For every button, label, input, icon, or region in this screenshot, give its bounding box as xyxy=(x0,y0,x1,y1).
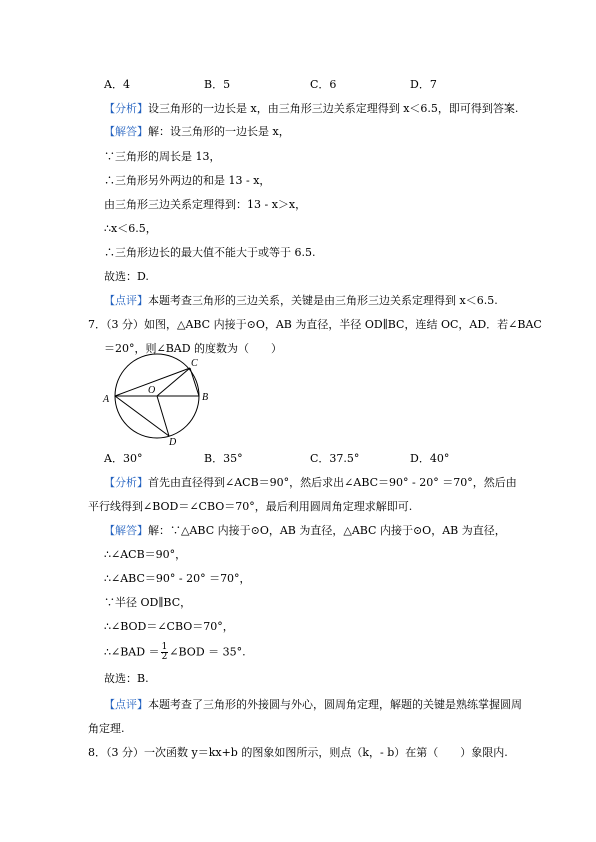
label-c: C xyxy=(191,358,198,369)
q7-review-line-1 xyxy=(104,698,522,712)
q7-stem-line-2: ＝20°，则∠BAD 的度数为（ ） xyxy=(104,342,283,355)
q6-analysis xyxy=(104,102,518,116)
q6-solution-line-1 xyxy=(104,125,290,139)
label-a: A xyxy=(103,394,110,405)
q6-solution-line-2: ∵三角形的周长是 13， xyxy=(104,150,221,163)
q7-review-line-2: 角定理. xyxy=(88,722,125,735)
review-text: 本题考查三角形的三边关系，关键是由三角形三边关系定理得到 x＜6.5. xyxy=(148,294,498,307)
q6-option-c: C．6 xyxy=(310,78,337,91)
q6-option-a: A．4 xyxy=(104,78,130,91)
q7-option-a: A．30° xyxy=(104,452,143,465)
q7-option-b: B．35° xyxy=(204,452,243,465)
analysis-text: 首先由直径得到∠ACB＝90°，然后求出∠ABC＝90° - 20° ＝70°，然后由 xyxy=(148,476,517,489)
analysis-text: 设三角形的一边长是 x，由三角形三边关系定理得到 x＜6.5，即可得到答案. xyxy=(148,102,519,115)
q7-option-c: C．37.5° xyxy=(310,452,360,465)
q6-solution-line-3: ∴三角形另外两边的和是 13 - x， xyxy=(104,174,271,187)
solution-tag: 【解答】 xyxy=(104,524,148,537)
q6-option-d: D．7 xyxy=(410,78,437,91)
q6-solution-line-4: 由三角形三边关系定理得到：13 - x＞x， xyxy=(104,198,307,211)
q7-analysis-line-1 xyxy=(104,476,517,490)
q7-solution-line-4: ∵半径 OD∥BC， xyxy=(104,596,192,609)
solution-tag: 【解答】 xyxy=(104,125,148,138)
solution-text: 解：∵△ABC 内接于⊙O，AB 为直径，△ABC 内接于⊙O，AB 为直径， xyxy=(148,524,506,537)
fraction-one-half xyxy=(161,643,169,662)
q7-solution-line-2: ∴∠ACB＝90°， xyxy=(104,548,187,561)
q7-solution-bad-formula xyxy=(104,643,246,665)
q6-review xyxy=(104,294,498,308)
q7-solution-line-3: ∴∠ABC＝90° - 20° ＝70°， xyxy=(104,572,251,585)
analysis-tag: 【分析】 xyxy=(104,476,148,489)
q7-option-d: D．40° xyxy=(410,452,450,465)
review-tag: 【点评】 xyxy=(104,294,148,307)
q6-option-b: B．5 xyxy=(204,78,231,91)
bad-suffix: ∠BOD ＝ 35°. xyxy=(169,645,246,659)
analysis-tag: 【分析】 xyxy=(104,102,148,115)
q7-circle-figure xyxy=(100,352,220,447)
segment-od xyxy=(157,396,169,436)
q7-solution-line-1 xyxy=(104,524,506,538)
segment-bc xyxy=(190,368,199,396)
q7-solution-line-5: ∴∠BOD＝∠CBO＝70°， xyxy=(104,620,234,633)
segment-oc xyxy=(157,368,190,396)
review-tag: 【点评】 xyxy=(104,698,148,711)
fraction-denominator: 2 xyxy=(161,652,168,662)
q6-solution-line-7: 故选：D. xyxy=(104,270,149,283)
q8-stem: 8．（3 分）一次函数 y＝kx+b 的图象如图所示，则点（k，- b）在第（ ）象限内. xyxy=(88,746,508,759)
label-o: O xyxy=(148,385,156,396)
q7-answer: 故选：B. xyxy=(104,672,149,685)
q6-solution-line-6: ∴三角形边长的最大值不能大于或等于 6.5. xyxy=(104,246,316,259)
fraction-numerator: 1 xyxy=(161,642,168,652)
label-d: D xyxy=(169,437,177,447)
q7-stem-line-1: 7．（3 分）如图，△ABC 内接于⊙O，AB 为直径，半径 OD∥BC，连结 OC，AD．若∠BAC xyxy=(88,318,542,331)
bad-prefix: ∴∠BAD ＝ xyxy=(104,645,160,659)
label-b: B xyxy=(202,392,209,403)
solution-text: 解：设三角形的一边长是 x， xyxy=(148,125,290,138)
segment-ad xyxy=(115,396,169,436)
q7-analysis-line-2: 平行线得到∠BOD＝∠CBO＝70°，最后利用圆周角定理求解即可. xyxy=(88,500,413,513)
q6-solution-line-5: ∴x＜6.5， xyxy=(104,222,157,235)
review-text: 本题考查了三角形的外接圆与外心，圆周角定理，解题的关键是熟练掌握圆周 xyxy=(148,698,522,711)
